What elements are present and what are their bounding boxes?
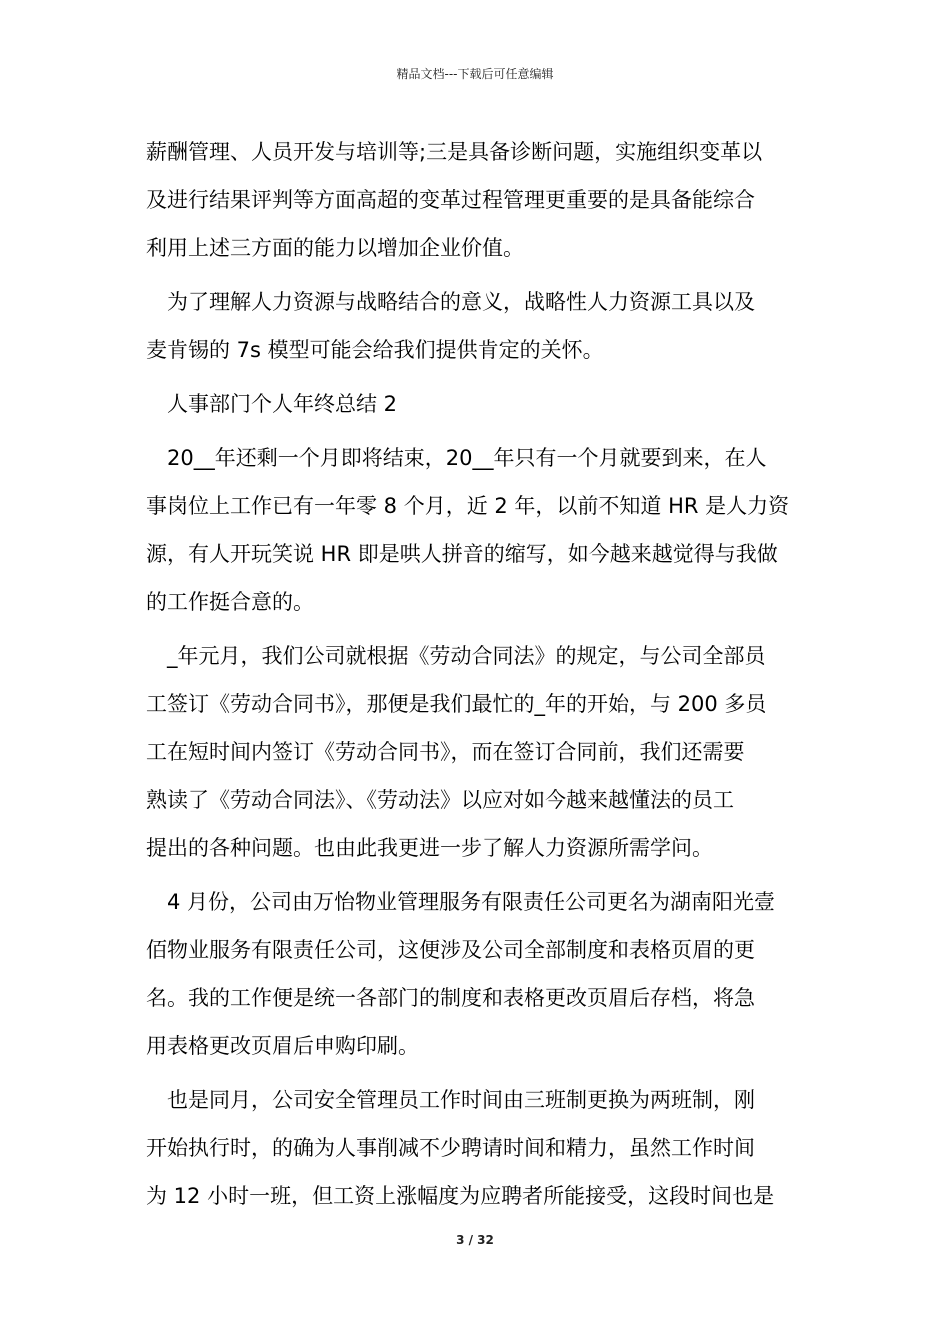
text-line: 为了理解人力资源与战略结合的意义，战略性人力资源工具以及 bbox=[146, 290, 755, 314]
text-line: 20__年还剩一个月即将结束，20__年只有一个月就要到来，在人 bbox=[146, 446, 767, 470]
text-line: _年元月，我们公司就根据《劳动合同法》的规定，与公司全部员 bbox=[146, 644, 766, 668]
paragraph bbox=[146, 1076, 816, 1220]
page-header: 精品文档---下载后可任意编辑 bbox=[396, 67, 554, 81]
text-line: 也是同月，公司安全管理员工作时间由三班制更换为两班制，刚 bbox=[146, 1088, 755, 1112]
document-body bbox=[146, 128, 816, 1220]
section-heading bbox=[146, 380, 816, 428]
text-line: 提出的各种问题。也由此我更进一步了解人力资源所需学问。 bbox=[146, 836, 713, 860]
paragraph bbox=[146, 128, 816, 272]
text-line: 利用上述三方面的能力以增加企业价值。 bbox=[146, 236, 524, 260]
paragraph bbox=[146, 632, 816, 872]
text-line: 麦肯锡的 7s 模型可能会给我们提供肯定的关怀。 bbox=[146, 338, 604, 362]
text-line: 用表格更改页眉后申购印刷。 bbox=[146, 1034, 419, 1058]
text-line: 事岗位上工作已有一年零 8 个月，近 2 年，以前不知道 HR 是人力资 bbox=[146, 494, 790, 518]
text-line: 人事部门个人年终总结 2 bbox=[146, 392, 398, 416]
text-line: 为 12 小时一班，但工资上涨幅度为应聘者所能接受，这段时间也是 bbox=[146, 1184, 775, 1208]
text-line: 熟读了《劳动合同法》、《劳动法》以应对如今越来越懂法的员工 bbox=[146, 788, 734, 812]
text-line: 薪酬管理、人员开发与培训等;三是具备诊断问题，实施组织变革以 bbox=[146, 140, 763, 164]
text-line: 佰物业服务有限责任公司，这便涉及公司全部制度和表格页眉的更 bbox=[146, 938, 755, 962]
text-line: 4 月份，公司由万怡物业管理服务有限责任公司更名为湖南阳光壹 bbox=[146, 890, 776, 914]
page-number: 3 / 32 bbox=[456, 1233, 494, 1247]
text-line: 的工作挺合意的。 bbox=[146, 590, 314, 614]
paragraph bbox=[146, 434, 816, 626]
paragraph bbox=[146, 278, 816, 374]
text-line: 开始执行时，的确为人事削减不少聘请时间和精力，虽然工作时间 bbox=[146, 1136, 755, 1160]
text-line: 源，有人开玩笑说 HR 即是哄人拼音的缩写，如今越来越觉得与我做 bbox=[146, 542, 778, 566]
text-line: 名。我的工作便是统一各部门的制度和表格更改页眉后存档，将急 bbox=[146, 986, 755, 1010]
paragraph bbox=[146, 878, 816, 1070]
text-line: 工在短时间内签订《劳动合同书》，而在签订合同前，我们还需要 bbox=[146, 740, 745, 764]
text-line: 及进行结果评判等方面高超的变革过程管理更重要的是具备能综合 bbox=[146, 188, 755, 212]
text-line: 工签订《劳动合同书》，那便是我们最忙的_年的开始，与 200 多员 bbox=[146, 692, 767, 716]
